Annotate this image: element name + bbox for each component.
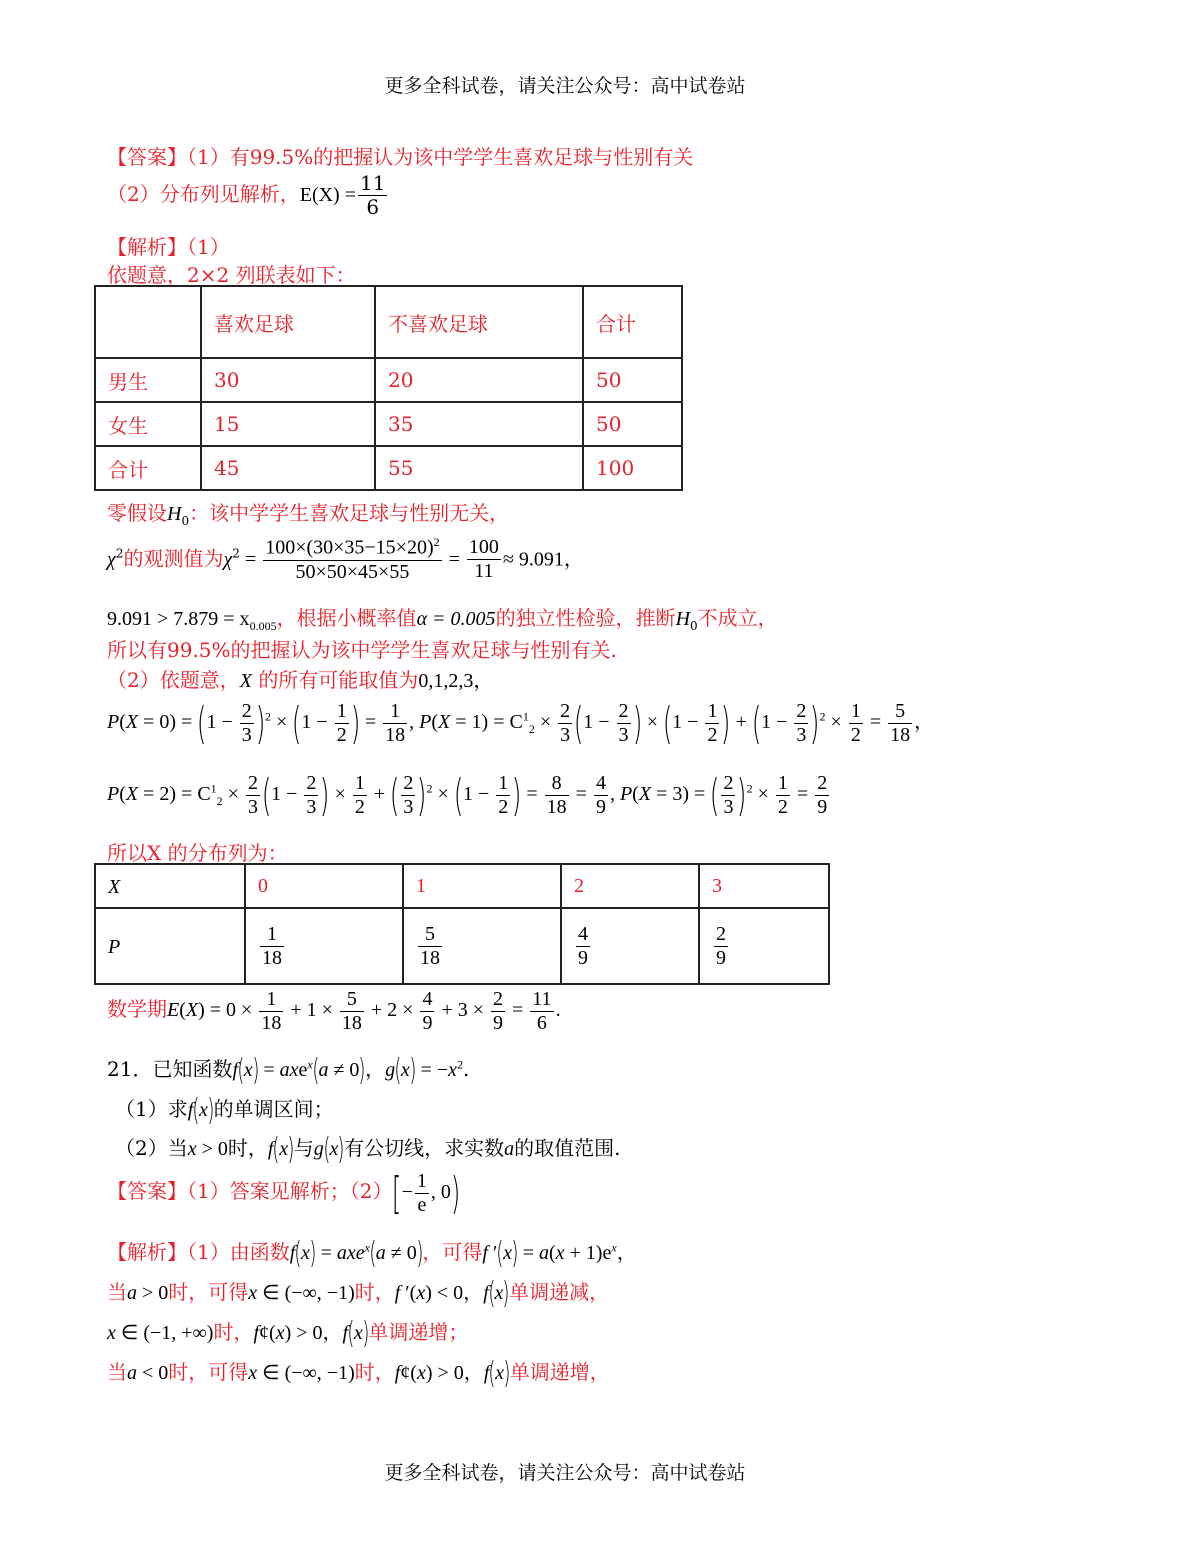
- table-intro: 依题意，2×2 列联表如下：: [107, 263, 356, 287]
- table-cell: 喜欢足球: [201, 286, 375, 358]
- table-cell: $\frac{4}{9}$: [561, 908, 699, 984]
- table-cell: P: [95, 908, 245, 984]
- table-row: [95, 908, 829, 984]
- contingency-table: [94, 285, 683, 491]
- prob-line-2: $P(X = 2) = C^1_2$ × $\frac{2}{3}$ (1 − $\frac{2}{3}$ ) × $\frac{1}{2}$ + ( $\frac{2}{3}$ )$^2$ × (1 − $\frac{1}{2}$ ) = $\frac{8}{18}$ = $\frac{4}{9}$ , P(X = 3) = ( $\frac{2}{3}$ )$^2$ × $\frac{1}{2}$ = $\frac{2}{9}$: [107, 769, 828, 821]
- table-cell: X: [95, 864, 245, 908]
- page-header: 更多全科试卷，请关注公众号：高中试卷站: [384, 75, 746, 97]
- table-cell: 女生: [95, 402, 201, 446]
- q21-analysis-2: 当a > 0时，可得x ∈ (−∞, −1)时，f ′(x) < 0，f(x)单调递减，: [107, 1276, 610, 1312]
- null-hypothesis: 零假设$H_0$：该中学学生喜欢足球与性别无关，: [107, 501, 510, 528]
- page-footer: 更多全科试卷，请关注公众号：高中试卷站: [384, 1462, 746, 1484]
- answer-line-1: [107, 141, 693, 170]
- analysis-tag: 【解析】: [107, 235, 187, 259]
- table-cell: $\frac{2}{9}$: [699, 908, 829, 984]
- table-cell: 50: [583, 402, 682, 446]
- q21-sub1: （1）求f(x)的单调区间；: [115, 1093, 334, 1129]
- q21-answer: 【答案】（1）答案见解析；（2）[− $\frac{1}{e}$ , 0): [107, 1167, 461, 1219]
- table-row: [95, 402, 682, 446]
- part2-line: （2）依题意，X 的所有可能取值为0,1,2,3，: [107, 668, 494, 692]
- table-row: [95, 286, 682, 358]
- answer-tag: 【答案】: [107, 145, 187, 169]
- table-cell: 3: [699, 864, 829, 908]
- table-cell: 30: [201, 358, 375, 402]
- table-cell: 不喜欢足球: [375, 286, 583, 358]
- table-cell: [95, 286, 201, 358]
- expectation-line: 数学期E(X) = 0 × $\frac{1}{18}$ + 1 × $\frac{5}{18}$ + 2 × $\frac{4}{9}$ + 3 × $\frac{2}{9}$ = $\frac{11}{6}$ .: [107, 988, 561, 1034]
- table-row: [95, 358, 682, 402]
- q21-analysis-1: 【解析】（1）由函数f(x) = axe$^x$(a ≠ 0)，可得f $'(x) = a(x + 1)e^x$，: [107, 1236, 637, 1272]
- analysis-heading: 【解析】（1）: [107, 235, 230, 259]
- table-cell: $\frac{1}{18}$: [245, 908, 403, 984]
- table-cell: 1: [403, 864, 561, 908]
- conclusion-line: 所以有99.5%的把握认为该中学学生喜欢足球与性别有关.: [107, 638, 617, 662]
- table-cell: 55: [375, 446, 583, 490]
- table-cell: 50: [583, 358, 682, 402]
- compare-line: $9.091 > 7.879 = x_{0.005}$，根据小概率值α = 0.005的独立性检验，推断$H_0$不成立，: [107, 606, 778, 633]
- table-cell: 0: [245, 864, 403, 908]
- answer-part1: （1）有99.5%的把握认为该中学学生喜欢足球与性别有关: [187, 145, 694, 169]
- table-cell: 20: [375, 358, 583, 402]
- table-cell: 男生: [95, 358, 201, 402]
- q21-stem: 21．已知函数f(x) = axe$^x$(a ≠ 0)，$g(x) = -x^2$.: [107, 1053, 470, 1089]
- q21-analysis-3: x ∈ (−1, +∞)时，f¢(x) > 0，f(x)单调递增；: [107, 1316, 469, 1352]
- prob-line-1: P(X = 0) = (1 − $\frac{2}{3}$ )$^2$ × (1 − $\frac{1}{2}$ ) = $\frac{1}{18}$ , $P(X = 1) = C^1_2$ × $\frac{2}{3}$ (1 − $\frac{2}{3}$ ) × (1 − $\frac{1}{2}$ ) + (1 − $\frac{2}{3}$ )$^2$ × $\frac{1}{2}$ = $\frac{5}{18}$ ，: [107, 697, 935, 749]
- table-row: [95, 864, 829, 908]
- chi-square-line: $\chi^2$的观测值为$\chi^2$ = $\frac{100\times(30\times 35-15\times 20)^2}{50\times 50\times 45\times 55}$ = $\frac{100}{11}$ ≈ 9.091，: [107, 535, 584, 583]
- chi-fraction: $\frac{100\times(30\times 35-15\times 20)^2}{50\times 50\times 45\times 55}$: [265, 535, 440, 583]
- table-cell: 35: [375, 402, 583, 446]
- dist-intro: 所以X 的分布列为：: [107, 841, 288, 865]
- answer-part2: （2）分布列见解析，: [107, 182, 300, 206]
- table-cell: 45: [201, 446, 375, 490]
- table-cell: 100: [583, 446, 682, 490]
- answer-line-2: [107, 172, 389, 219]
- expectation-fraction: $\frac{11}{6}$: [360, 171, 386, 219]
- table-cell: $\frac{5}{18}$: [403, 908, 561, 984]
- distribution-table: [94, 863, 830, 985]
- table-cell: 2: [561, 864, 699, 908]
- table-cell: 合计: [583, 286, 682, 358]
- chi-fraction-simplified: $\frac{100}{11}$: [468, 536, 499, 583]
- table-row: [95, 446, 682, 490]
- table-cell: 合计: [95, 446, 201, 490]
- expectation-symbol: E(X) =: [299, 184, 356, 206]
- table-cell: 15: [201, 402, 375, 446]
- q21-sub2: （2）当x > 0时，f(x)与g(x)有公切线，求实数a的取值范围.: [115, 1132, 621, 1168]
- q21-analysis-4: 当a < 0时，可得x ∈ (−∞, −1)时，f¢(x) > 0，f(x)单调递增，: [107, 1356, 610, 1392]
